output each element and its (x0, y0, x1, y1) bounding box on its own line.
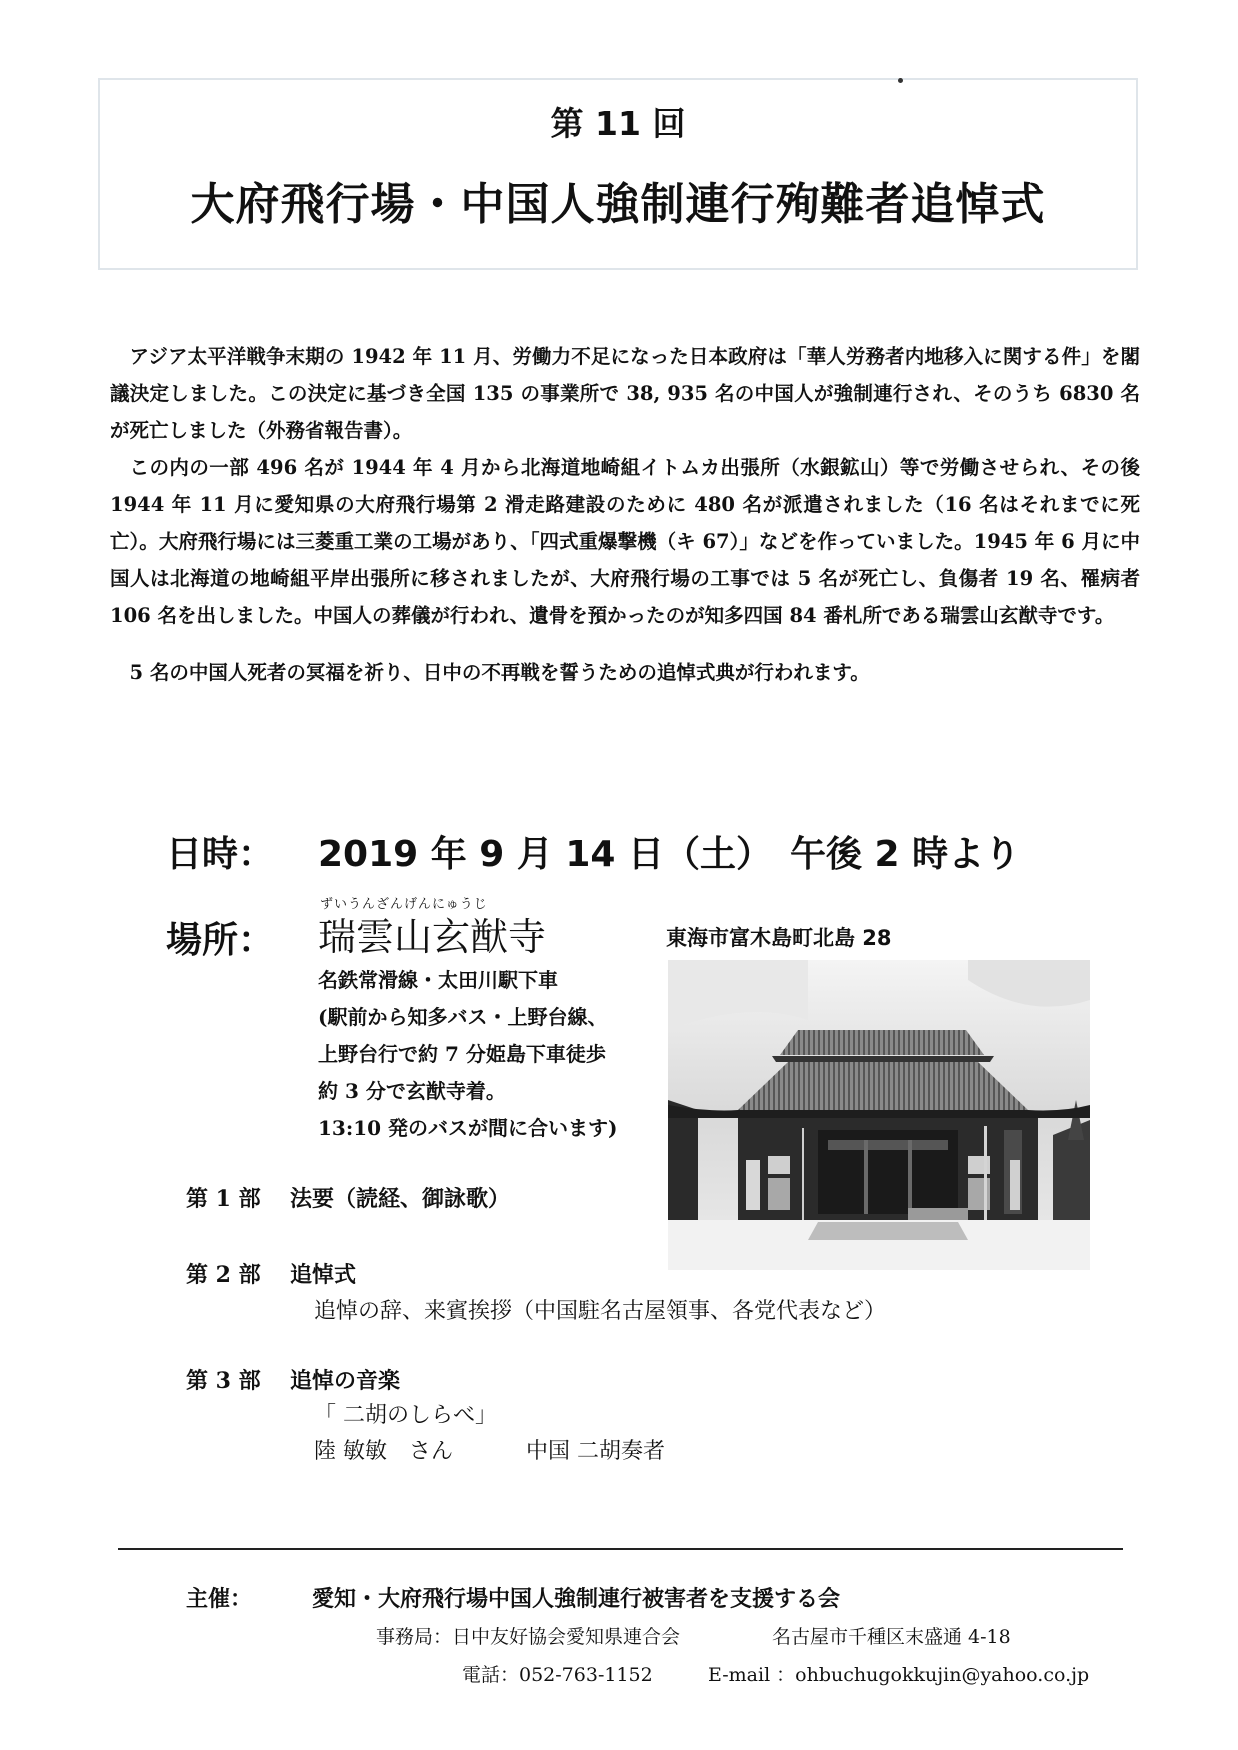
place-label: 場所： (166, 920, 275, 961)
print-speck (898, 78, 903, 83)
footer-divider (118, 1548, 1123, 1550)
intro-paragraph-1: アジア太平洋戦争末期の 1942 年 11 月、労働力不足になった日本政府は「華人労務者内地移入に関する件」を閣議決定しました。この決定に基づき全国 135 の事業所で 38, 935 名の中国人が強制連行され、そのうち 6830 名が死亡しました（外務省報告書）。 (110, 345, 1140, 442)
access-line: 名鉄常滑線・太田川駅下車 (318, 968, 558, 992)
place-name: 瑞雲山玄猷寺 (318, 915, 547, 959)
intro-paragraph-2: この内の一部 496 名が 1944 年 4 月から北海道地崎組イトムカ出張所（水銀鉱山）等で労働させられ、その後 1944 年 11 月に愛知県の大府飛行場第 2 滑走路建設のために 480 名が派遣されました（16 名はそれまでに死亡）。大府飛行場には三菱重工業の工場があり、「四式重爆撃機（キ 67）」などを作っていました。1945 年 6 月に中国人は北海道の地崎組平岸出張所に移されましたが、大府飛行場の工事では 5 名が死亡し、負傷者 19 名、罹病者 106 名を出しました。中国人の葬儀が行われ、遺骨を預かったのが知多四国 84 番札所である瑞雲山玄猷寺です。 (110, 456, 1140, 627)
part1-label: 第 1 部 (186, 1186, 261, 1212)
phone-number: 電話：052-763-1152 (462, 1664, 653, 1686)
date-value: 2019 年 9 月 14 日（土） 午後 2 時より (318, 834, 1021, 875)
intro-paragraph-3: 5 名の中国人死者の冥福を祈り、日中の不再戦を誓うための追悼式典が行われます。 (129, 661, 870, 684)
part3-title: 追悼の音楽 (290, 1368, 401, 1394)
place-address: 東海市富木島町北島 28 (666, 926, 892, 950)
part3-piece: 「 二胡のしらべ」 (314, 1403, 497, 1428)
part3-performer-role: 中国 二胡奏者 (526, 1439, 665, 1464)
part3-label: 第 3 部 (186, 1368, 261, 1394)
access-line: 約 3 分で玄猷寺着。 (318, 1079, 506, 1103)
access-directions (318, 962, 638, 1147)
temple-photo (668, 960, 1090, 1270)
access-line: 上野台行で約 7 分姫島下車徒歩 (318, 1042, 606, 1066)
organizer-label: 主催： (186, 1587, 253, 1612)
part2-title: 追悼式 (290, 1262, 357, 1288)
edition-label: 第 11 回 (550, 104, 686, 143)
part3-performer: 陸 敏敏 さん (314, 1439, 453, 1464)
place-ruby: ずいうんざんげんにゅうじ (320, 897, 488, 912)
page-title: 大府飛行場・中国人強制連行殉難者追悼式 (190, 179, 1046, 230)
intro-text (110, 338, 1140, 691)
organizer-name: 愛知・大府飛行場中国人強制連行被害者を支援する会 (312, 1587, 841, 1612)
part2-label: 第 2 部 (186, 1262, 261, 1288)
date-label: 日時： (166, 834, 275, 875)
part1-title: 法要（読経、御詠歌） (290, 1186, 511, 1212)
office-info: 事務局：日中友好協会愛知県連合会 (376, 1626, 681, 1648)
email-address: E-mail ：ohbuchugokkujin@yahoo.co.jp (708, 1664, 1090, 1686)
title-box (98, 78, 1138, 270)
access-line: 13:10 発のバスが間に合います) (318, 1116, 618, 1140)
part2-detail: 追悼の辞、来賓挨拶（中国駐名古屋領事、各党代表など） (314, 1299, 887, 1324)
access-line: (駅前から知多バス・上野台線、 (318, 1005, 608, 1029)
office-address: 名古屋市千種区末盛通 4-18 (772, 1626, 1011, 1648)
